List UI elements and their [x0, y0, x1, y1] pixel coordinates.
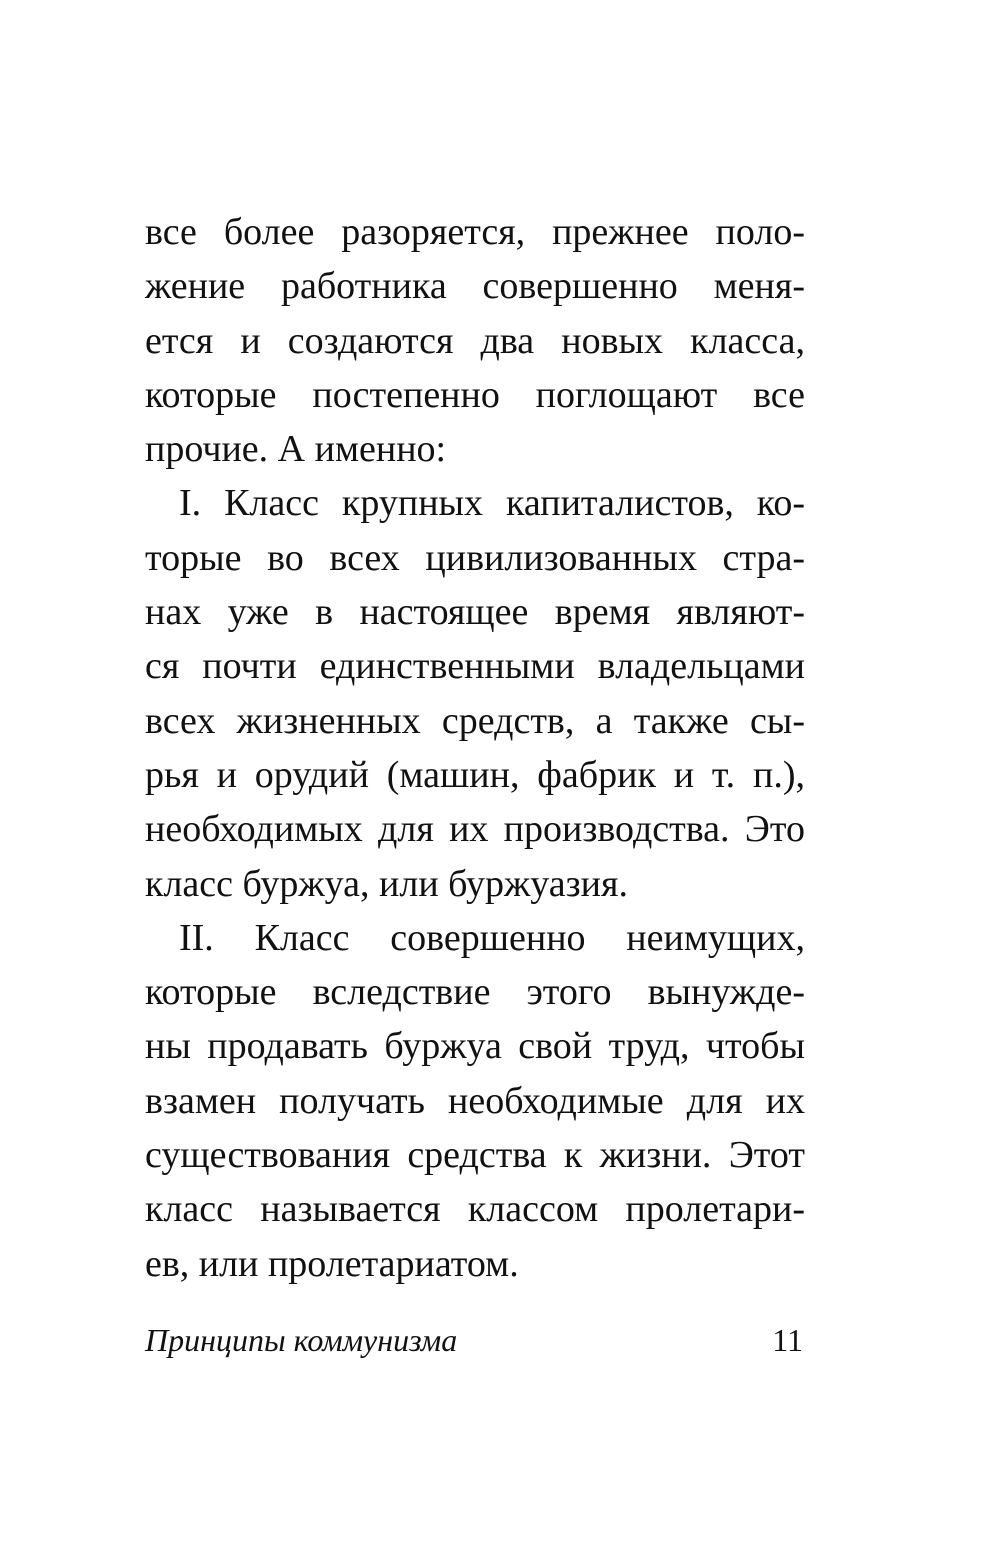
page-footer [145, 1316, 805, 1364]
text-line-8: нах уже в настоящее время являют- [145, 591, 805, 634]
text-line-13: класс буржуа, или буржуазия. [145, 862, 628, 905]
text-line-14: II. Класс совершенно неимущих, [179, 916, 805, 959]
text-line-20: ев, или пролетариатом. [145, 1242, 519, 1285]
text-line-16: ны продавать буржуа свой труд, чтобы [145, 1025, 805, 1068]
running-title: Принципы коммунизма [145, 1322, 458, 1358]
text-line-7: торые во всех цивилизованных стра- [145, 536, 805, 579]
text-line-2: жение работника совершенно меня- [145, 265, 805, 308]
text-line-3: ется и создаются два новых класса, [145, 319, 805, 362]
text-line-18: существования средства к жизни. Этот [145, 1134, 805, 1177]
body-text [145, 205, 805, 1291]
text-line-19: класс называется классом пролетари- [145, 1188, 805, 1231]
text-line-1: все более разоряется, прежнее поло- [145, 211, 805, 253]
text-line-6: I. Класс крупных капиталистов, ко- [179, 482, 805, 525]
text-line-12: необходимых для их производства. Это [145, 808, 805, 851]
text-line-5: прочие. А именно: [145, 428, 447, 471]
text-line-11: рья и орудий (машин, фабрик и т. п.), [145, 753, 805, 796]
page-number: 11 [772, 1322, 803, 1358]
text-line-15: которые вследствие этого вынужде- [145, 971, 805, 1014]
text-line-17: взамен получать необходимые для их [145, 1079, 805, 1122]
text-line-9: ся почти единственными владельцами [145, 645, 805, 688]
text-line-10: всех жизненных средств, а также сы- [145, 699, 805, 742]
text-line-4: которые постепенно поглощают все [145, 373, 805, 416]
